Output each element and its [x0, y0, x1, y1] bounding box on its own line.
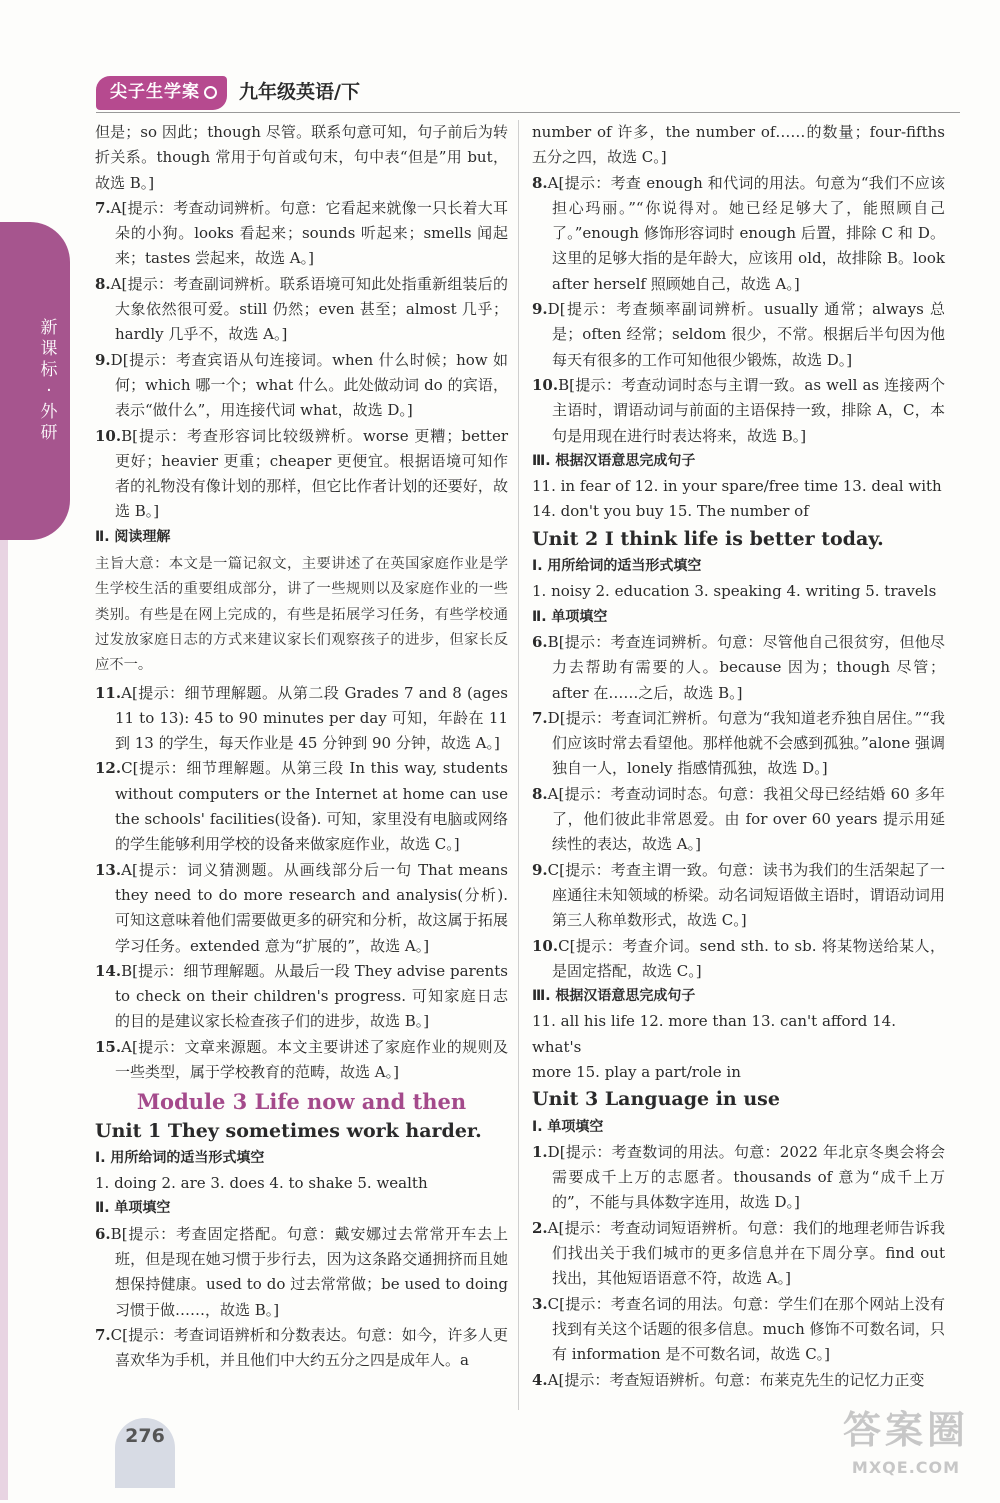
answer-number: 10. — [95, 426, 122, 445]
header-divider — [96, 112, 960, 113]
answer-item — [95, 959, 508, 1035]
section-heading: Ⅰ. 用所给词的适当形式填空 — [532, 558, 702, 575]
answer-number: 1. — [532, 1142, 548, 1161]
unit-title: Unit 1 They sometimes work harder. — [95, 1119, 482, 1142]
answer-number: 2. — [532, 1218, 548, 1237]
answer-text: D[提示：考查宾语从句连接词。when 什么时候；how 如何；which 哪一个；what 什么。此处做动词 do 的宾语，表示“做什么”，用连接代词 what，故选 D。] — [110, 350, 508, 420]
answer-line: 1. doing 2. are 3. does 4. to shake 5. wealth — [95, 1174, 428, 1193]
answer-item — [532, 782, 945, 858]
section-heading: Ⅱ. 单项填空 — [95, 1200, 171, 1217]
left-column — [95, 120, 508, 1374]
answer-text: B[提示：细节理解题。从最后一段 They advise parents to check on their children's progress. 可知家庭日志的目的是建议家长检查孩子们的进步，故选 B。] — [115, 961, 508, 1031]
answer-number: 3. — [532, 1294, 548, 1313]
passage-summary: 主旨大意：本文是一篇记叙文，主要讲述了在英国家庭作业是学生学校生活的重要组成部分，讲了一些规则以及家庭作业的一些类别。有些是在网上完成的，有些是拓展学习任务，有些学校通过发放家庭日志的方式来建议家长们观察孩子的进步，但家长反应不一。 — [95, 556, 508, 674]
answer-text: B[提示：考查动词时态与主谓一致。as well as 连接两个主语时，谓语动词与前面的主语保持一致，排除 A，C，本句是用现在进行时表达将来，故选 B。] — [552, 375, 945, 445]
answer-item — [95, 424, 508, 525]
answer-number: 7. — [532, 708, 548, 727]
answer-continuation: 但是；so 因此；though 尽管。联系句意可知，句子前后为转折关系。though 常用于句首或句末，句中表“但是”用 but，故选 B。] — [95, 123, 508, 192]
answer-line: 14. don't you buy 15. The number of — [532, 502, 809, 521]
answer-text: C[提示：考查主谓一致。句意：读书为我们的生活架起了一座通往未知领域的桥梁。动名词短语做主语时，谓语动词用第三人称单数形式，故选 C。] — [547, 860, 945, 930]
answer-number: 6. — [95, 1224, 111, 1243]
answer-text: A[提示：考查副词辨析。联系语境可知此处指重新组装后的大象依然很可爱。still 仍然；even 甚至；almost 几乎；hardly 几乎不，故选 A。] — [110, 274, 508, 344]
answer-line: 11. all his life 12. more than 13. can't afford 14. what's — [532, 1012, 896, 1056]
answer-item — [95, 272, 508, 348]
section-heading: Ⅲ. 根据汉语意思完成句子 — [532, 452, 696, 469]
answer-text: C[提示：考查名词的用法。句意：学生们在那个网站上没有找到有关这个话题的很多信息。much 修饰不可数名词，只有 information 是不可数名词，故选 C。] — [547, 1294, 945, 1364]
answer-item — [532, 171, 945, 297]
page-header — [96, 76, 360, 110]
answer-text: C[提示：考查介词。send sth. to sb. 将某物送给某人，是固定搭配，故选 C。] — [552, 936, 945, 980]
module-title: Module 3 Life now and then — [136, 1089, 467, 1115]
answer-item — [532, 1368, 945, 1393]
section-heading: Ⅰ. 用所给词的适当形式填空 — [95, 1149, 265, 1166]
answer-item — [532, 630, 945, 706]
answer-item — [532, 1140, 945, 1216]
section-heading: Ⅱ. 阅读理解 — [95, 528, 171, 545]
answer-line: 1. noisy 2. education 3. speaking 4. writing 5. travels — [532, 582, 937, 601]
answer-text: A[提示：考查动词短语辨析。句意：我们的地理老师告诉我们找出关于我们城市的更多信息并在下周分享。find out 找出，其他短语语意不符，故选 A。] — [547, 1218, 945, 1288]
right-column — [532, 120, 945, 1393]
answer-number: 15. — [95, 1037, 122, 1056]
answer-line: more 15. play a part/role in — [532, 1062, 741, 1081]
answer-item — [532, 373, 945, 449]
answer-text: C[提示：细节理解题。从第三段 In this way, students without computers or the Internet at home can use the schools' facilities(设备). 可知，家里没有电脑或网络的学生能够利用学校的设备来做家庭作业，故选 C。] — [115, 759, 508, 854]
answer-number: 7. — [95, 1325, 111, 1344]
answer-item — [532, 858, 945, 934]
watermark-sub: MXQE.COM — [851, 1458, 961, 1477]
answer-item — [95, 756, 508, 857]
answer-item — [95, 196, 508, 272]
answer-item — [532, 1216, 945, 1292]
answer-number: 8. — [95, 274, 111, 293]
answer-item — [95, 1035, 508, 1086]
answer-continuation: number of 许多，the number of……的数量；four-fifths 五分之四，故选 C。] — [532, 123, 945, 167]
answer-number: 8. — [532, 784, 548, 803]
answer-number: 8. — [532, 173, 548, 192]
unit-title: Unit 3 Language in use — [532, 1088, 780, 1111]
answer-item — [95, 1222, 508, 1323]
side-strip — [0, 540, 8, 1500]
answer-text: A[提示：考查动词辨析。句意：它看起来就像一只长着大耳朵的小狗。looks 看起来；sounds 听起来；smells 闻起来；tastes 尝起来，故选 A。] — [110, 198, 508, 268]
answer-number: 9. — [532, 300, 548, 319]
answer-number: 6. — [532, 632, 548, 651]
answer-item — [532, 706, 945, 782]
answer-number: 9. — [532, 860, 548, 879]
answer-item — [95, 348, 508, 424]
answer-number: 10. — [532, 375, 559, 394]
answer-text: A[提示：细节理解题。从第二段 Grades 7 and 8 (ages 11 to 13): 45 to 90 minutes per day 可知，年龄在 11 到 13 的学生，每天作业是 45 分钟到 90 分钟，故选 A。] — [115, 683, 508, 753]
answer-number: 4. — [532, 1370, 548, 1389]
answer-text: D[提示：考查频率副词辨析。usually 通常；always 总是；often 经常；seldom 很少，不常。根据后半句因为他每天有很多的工作可知他很少锻炼，故选 D。] — [547, 300, 945, 369]
answer-item — [532, 297, 945, 373]
answer-line: 11. in fear of 12. in your spare/free time 13. deal with — [532, 477, 942, 496]
watermark-logo — [826, 1402, 986, 1492]
column-divider — [518, 120, 519, 1410]
answer-text: B[提示：考查连词辨析。句意：尽管他自己很贫穷，但他尽力去帮助有需要的人。because 因为；though 尽管；after 在……之后，故选 B。] — [547, 632, 945, 702]
answer-number: 14. — [95, 961, 122, 980]
section-heading: Ⅲ. 根据汉语意思完成句子 — [532, 988, 696, 1005]
section-heading: Ⅱ. 单项填空 — [532, 608, 608, 625]
answer-item — [95, 858, 508, 959]
answer-item — [532, 1292, 945, 1368]
answer-number: 13. — [95, 860, 122, 879]
unit-title: Unit 2 I think life is better today. — [532, 527, 884, 550]
answer-number: 11. — [95, 683, 122, 702]
brand-badge — [96, 76, 227, 109]
answer-text: B[提示：考查形容词比较级辨析。worse 更糟；better 更好；heavier 更重；cheaper 更便宜。根据语境可知作者的礼物没有像计划的那样，但它比作者计划的还要好，故选 B。] — [115, 426, 508, 521]
answer-text: C[提示：考查词语辨析和分数表达。句意：如今，许多人更喜欢华为手机，并且他们中大约五分之四是成年人。a — [110, 1325, 508, 1370]
side-tab-label: 新课标·外研 — [40, 318, 58, 443]
ring-icon — [204, 86, 217, 99]
answer-text: A[提示：考查 enough 和代词的用法。句意为“我们不应该担心玛丽。”“你说得对。她已经足够大了，能照顾自己了。”enough 修饰形容词时 enough 后置，排除 C 和 D。这里的足够大指的是年龄大，应该用 old，故排除 B。look after herself 照顾她自己，故选 A。] — [547, 173, 945, 293]
answer-item — [532, 934, 945, 985]
book-title: 九年级英语/下 — [239, 81, 360, 104]
answer-number: 9. — [95, 350, 111, 369]
answer-text: A[提示：考查动词时态。句意：我祖父母已经结婚 60 多年了，他们彼此非常恩爱。由 for over 60 years 提示用延续性的表达，故选 A。] — [547, 784, 945, 854]
answer-number: 7. — [95, 198, 111, 217]
answer-text: A[提示：考查短语辨析。句意：布莱克先生的记忆力正变 — [547, 1370, 925, 1389]
answer-text: D[提示：考查数词的用法。句意：2022 年北京冬奥会将会需要成千上万的志愿者。thousands of 意为“成千上万的”，不能与具体数字连用，故选 D。] — [547, 1142, 945, 1212]
answer-text: A[提示：词义猜测题。从画线部分后一句 That means they need to do more research and analysis(分析). 可知这意味着他们需要做更多的研究和分析，故这属于拓展学习任务。extended 意为“扩展的”，故选 A。] — [115, 860, 508, 955]
answer-item — [95, 681, 508, 757]
answer-item — [95, 1323, 508, 1374]
section-heading: Ⅰ. 单项填空 — [532, 1118, 604, 1135]
answer-text: B[提示：考查固定搭配。句意：戴安娜过去常常开车去上班，但是现在她习惯于步行去，因为这条路交通拥挤而且她想保持健康。used to do 过去常常做；be used to doing 习惯于做……，故选 B。] — [110, 1224, 508, 1319]
answer-number: 12. — [95, 759, 122, 778]
answer-text: A[提示：文章来源题。本文主要讲述了家庭作业的规则及一些类型，属于学校教育的范畴，故选 A。] — [115, 1037, 508, 1081]
answer-text: D[提示：考查词汇辨析。句意为“我知道老乔独自居住。”“我们应该时常去看望他。那样他就不会感到孤独。”alone 强调独自一人，lonely 指感情孤独，故选 D。] — [547, 708, 945, 778]
watermark-main: 答案圈 — [842, 1408, 969, 1452]
brand-name: 尖子生学案 — [110, 82, 200, 103]
answer-number: 10. — [532, 936, 559, 955]
page-number: 276 — [115, 1418, 175, 1488]
